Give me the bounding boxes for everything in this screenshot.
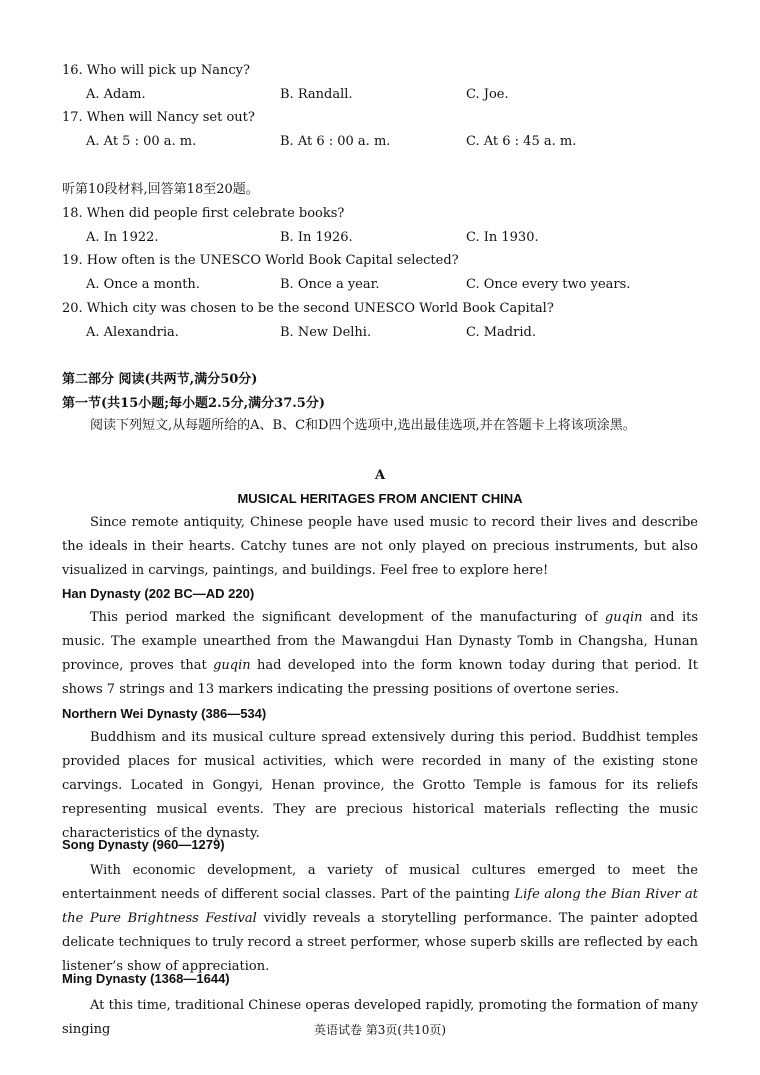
part-two-title: 第二部分 阅读(共两节,满分50分) [62, 372, 258, 387]
option-c: C. Madrid. [466, 325, 536, 340]
page-footer: 英语试卷 第3页(共10页) [313, 1023, 447, 1037]
ming-dynasty-heading: Ming Dynasty (1368—1644) [62, 971, 230, 986]
option-b: B. At 6 : 00 a. m. [280, 134, 391, 149]
song-dynasty-heading: Song Dynasty (960—1279) [62, 837, 225, 852]
option-c: C. At 6 : 45 a. m. [466, 134, 577, 149]
section-one-instruction: 阅读下列短文,从每题所给的A、B、C和D四个选项中,选出最佳选项,并在答题卡上将该项涂黑。 [90, 418, 636, 433]
question-20-stem: 20. Which city was chosen to be the second UNESCO World Book Capital? [62, 301, 554, 316]
song-dynasty-paragraph: With economic development, a variety of musical cultures emerged to meet the entertainment needs of different social classes. Part of the painting Life along the Bian River at the Pure Brightness Festival vividly reveals a storytelling performance. The painter adopted delicate techniques to truly record a street performer, whose superb skills are reflected by each listener’s show of appreciation. [62, 863, 698, 974]
question-17-stem: 17. When will Nancy set out? [62, 110, 255, 125]
option-b: B. Once a year. [280, 277, 380, 292]
option-a: A. At 5 : 00 a. m. [86, 134, 197, 149]
option-b: B. Randall. [280, 87, 353, 102]
section-one-title: 第一节(共15小题;每小题2.5分,满分37.5分) [62, 396, 325, 411]
question-18-stem: 18. When did people first celebrate books? [62, 206, 345, 221]
han-dynasty-paragraph: This period marked the significant development of the manufacturing of guqin and its music. The example unearthed from the Mawangdui Han Dynasty Tomb in Changsha, Hunan province, proves that guqin had developed into the form known today during that period. It shows 7 strings and 13 markers indicating the pressing positions of overtone series. [62, 610, 699, 697]
option-b: B. In 1926. [280, 230, 353, 245]
option-a: A. Adam. [86, 87, 146, 102]
question-16-stem: 16. Who will pick up Nancy? [62, 63, 250, 78]
ming-dynasty-paragraph: At this time, traditional Chinese operas developed rapidly, promoting the formation of many singing [62, 998, 698, 1037]
option-c: C. Joe. [466, 87, 509, 102]
han-dynasty-heading: Han Dynasty (202 BC—AD 220) [62, 586, 255, 601]
option-c: C. Once every two years. [466, 277, 631, 292]
northern-wei-heading: Northern Wei Dynasty (386—534) [62, 706, 267, 721]
northern-wei-paragraph: Buddhism and its musical culture spread extensively during this period. Buddhist temples provided places for musical activities, which were recorded in many of the existing stone carvings. Located in Gongyi, Henan province, the Grotto Temple is famous for its reliefs representing musical events. They are precious historical materials reflecting the music characteristics of the dynasty. [62, 730, 698, 841]
option-a: A. Once a month. [86, 277, 200, 292]
passage-title: MUSICAL HERITAGES FROM ANCIENT CHINA [237, 491, 523, 506]
passage-letter: A [374, 468, 386, 483]
option-c: C. In 1930. [466, 230, 539, 245]
question-19-stem: 19. How often is the UNESCO World Book Capital selected? [62, 253, 459, 268]
passage-intro: Since remote antiquity, Chinese people have used music to record their lives and describe the ideals in their hearts. Catchy tunes are not only played on precious instruments, but also visualized in carvings, paintings, and buildings. Feel free to explore here! [62, 515, 698, 578]
option-b: B. New Delhi. [280, 325, 372, 340]
option-a: A. Alexandria. [86, 325, 179, 340]
instruction-material-10: 听第10段材料,回答第18至20题。 [62, 182, 259, 197]
option-a: A. In 1922. [86, 230, 159, 245]
